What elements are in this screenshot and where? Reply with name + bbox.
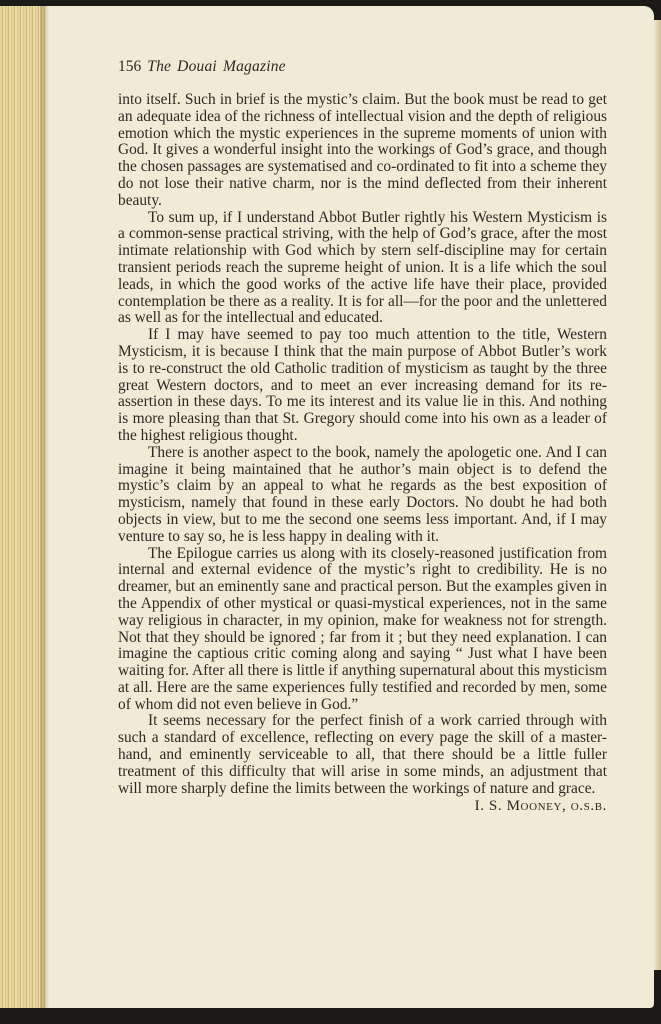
running-header	[118, 58, 607, 76]
paragraph: There is another aspect to the book, namely the apologetic one. And I can imagine it being maintained that he author’s main object is to defend the mystic’s claim by an appeal to what he regards as the best exposition of mysticism, namely that found in these early Doctors. No doubt he had both objects in view, but to me the second one seems less important. And, if I may venture to say so, he is less happy in dealing with it.	[118, 443, 607, 545]
page-right-edge	[654, 20, 661, 970]
author-order: o.s.b.	[570, 798, 607, 815]
paragraph: To sum up, if I understand Abbot Butler rightly his Western Mysticism is a common-sense practical striving, with the help of God’s grace, after the most intimate relationship with God which by stern self-discipline may for certain transient periods reach the supreme height of union. It is a life which the soul leads, in which the good works of the active life have their place, provided contemplation be there as a reality. It is for all—for the poor and the unlettered as well as for the intellectual and educated.	[118, 208, 607, 327]
paragraph: If I may have seemed to pay too much attention to the title, Western Mysticism, it is because I think that the main purpose of Abbot Butler’s work is to re-construct the old Catholic tradition of mysticism as taught by the three great Western doctors, and to meet an ever increasing demand for its re-assertion in these days. To me its interest and its value lie in this. And nothing is more pleasing than that St. Gregory should come into his own as a leader of the highest religious thought.	[118, 326, 607, 444]
paragraph-continued: into itself. Such in brief is the mystic’s claim. But the book must be read to get an adequate idea of the richness of intellectual vision and the depth of religious emotion which the mystic experiences in the supreme moments of union with God. It gives a wonderful insight into the workings of God’s grace, and though the chosen passages are systematised and co-ordinated to fit into a scheme they do not lose their native charm, nor is the mind deflected from their inherent beauty.	[118, 91, 607, 209]
paragraph: It seems necessary for the perfect finish of a work carried through with such a standard of excellence, reflecting on every page the skill of a master-hand, and eminently serviceable to all, that there should be a little fuller treatment of this difficulty that will arise in some minds, an adjustment that will more sharply define the limits between the workings of nature and grace.	[118, 712, 607, 797]
author-signature	[118, 798, 607, 815]
author-surname: Mooney,	[506, 798, 567, 815]
author-initials: I. S.	[474, 798, 503, 815]
running-title: The Douai Magazine	[147, 58, 286, 75]
page-number: 156	[118, 58, 142, 75]
paragraph: The Epilogue carries us along with its closely-reasoned justification from internal and external evidence of the mystic’s right to credibility. He is no dreamer, but an eminently sane and practical person. But the examples given in the Appendix of other mystical or quasi-mystical experiences, not in the same way religious in character, in my opinion, make for weakness not for strength. Not that they should be ignored ; far from it ; but they need explanation. I can imagine the captious critic coming along and saying “ Just what I have been waiting for. After all there is little if anything supernatural about this mysticism at all. Here are the same experiences fully testified and recorded by men, some of whom did not even believe in God.”	[118, 544, 607, 713]
gutter-shadow	[40, 6, 50, 1008]
page-content	[118, 58, 607, 815]
